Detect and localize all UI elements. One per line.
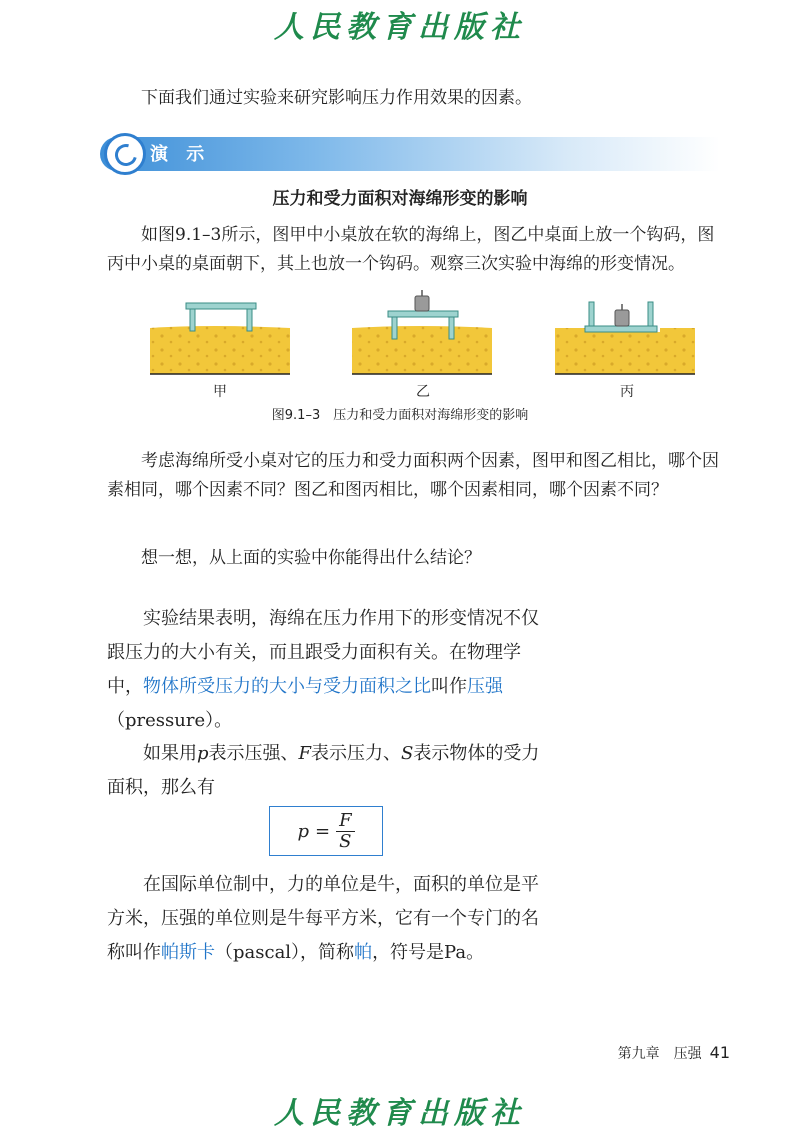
symbols-text-3: 表示压力、 (311, 743, 402, 764)
experiment-title: 压力和受力面积对海绵形变的影响 (272, 189, 528, 209)
pa-term: 帕 (354, 942, 373, 963)
question-paragraph: 考虑海绵所受小桌对它的压力和受力面积两个因素，图甲和图乙相比，哪个因素相同，哪个因素不同？图乙和图丙相比，哪个因素相同，哪个因素不同？ (107, 451, 719, 500)
unit-text: 在国际单位制中，力的单位是牛，面积的单位是平方米，压强的单位则是牛每平方米，它有一个专门的名称叫作 (107, 874, 539, 963)
figure-label-yi: 乙 (416, 384, 430, 400)
symbols-text-4: 表示物体的受力面积，那么有 (107, 743, 540, 798)
page-number: 41 (709, 1043, 730, 1062)
formula-p: p (297, 820, 309, 842)
result-paragraph (107, 602, 547, 738)
figure-jia (150, 303, 290, 374)
result-text-3: （pressure）。 (107, 710, 233, 731)
result-text: 实验结果表明，海绵在压力作用下的形变情况不仅跟压力的大小有关，而且跟受力面积有关。在物理学中， (107, 608, 539, 697)
result-text-2: 叫作 (431, 676, 467, 697)
unit-paragraph (107, 868, 547, 970)
formula-denominator: S (339, 830, 352, 852)
figure-yi (352, 290, 492, 374)
pressure-formula (269, 806, 383, 856)
publisher-brand-bottom: 人民教育出版社 (274, 1096, 526, 1131)
formula-equals: = (314, 820, 331, 842)
sponge-experiment-figure (140, 290, 700, 380)
symbol-S: S (401, 743, 414, 764)
demo-label: 演 示 (150, 144, 211, 165)
intro-paragraph: 下面我们通过实验来研究影响压力作用效果的因素。 (141, 88, 532, 108)
figure-bing (555, 302, 695, 374)
page-footer (618, 1043, 730, 1063)
pressure-definition: 物体所受压力的大小与受力面积之比 (143, 676, 431, 697)
symbols-text: 如果用 (143, 743, 197, 764)
symbol-F: F (298, 743, 312, 764)
figure-label-bing: 丙 (620, 384, 634, 400)
unit-text-2: （pascal），简称 (215, 942, 355, 963)
figure-caption: 图9.1–3 压力和受力面积对海绵形变的影响 (271, 408, 529, 423)
symbols-text-2: 表示压强、 (208, 743, 299, 764)
symbols-paragraph (107, 737, 547, 805)
figure-label-jia: 甲 (213, 384, 227, 400)
experiment-description: 如图9.1–3所示，图甲中小桌放在软的海绵上，图乙中桌面上放一个钩码，图丙中小桌的桌面朝下，其上也放一个钩码。观察三次实验中海绵的形变情况。 (107, 225, 715, 274)
formula-numerator: F (336, 811, 355, 832)
demo-icon (104, 133, 146, 175)
pascal-term: 帕斯卡 (161, 942, 215, 963)
think-paragraph: 想一想，从上面的实验中你能得出什么结论？ (141, 548, 481, 568)
unit-text-3: ，符号是Pa。 (372, 942, 485, 963)
formula-fraction (336, 811, 355, 852)
pressure-term: 压强 (467, 676, 503, 697)
publisher-brand-top: 人民教育出版社 (274, 10, 526, 45)
chapter-label: 第九章 压强 (617, 1046, 702, 1062)
symbol-p: p (197, 743, 209, 764)
